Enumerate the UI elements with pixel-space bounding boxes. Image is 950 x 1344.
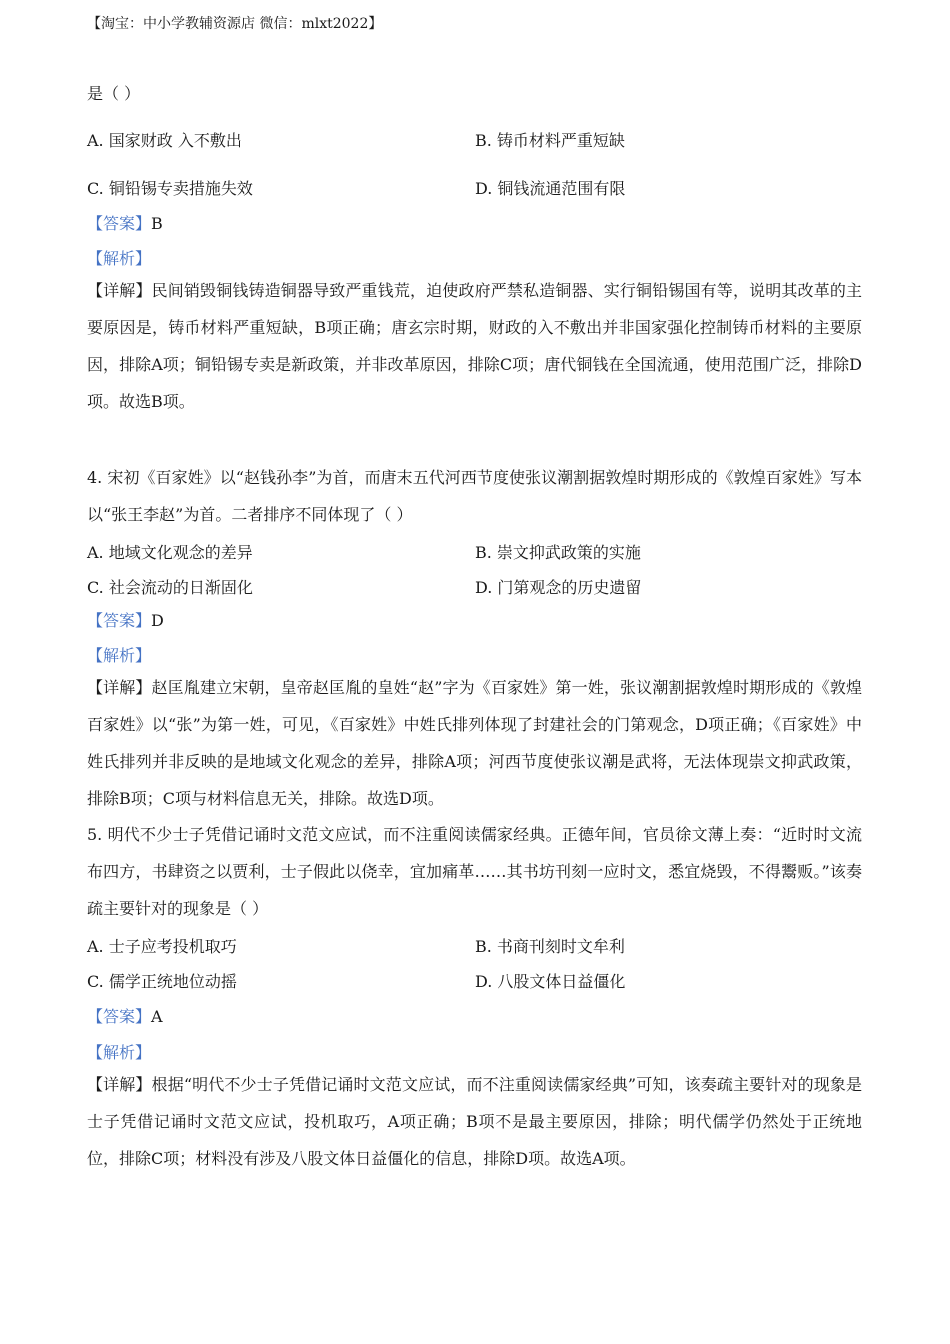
answer-value: A	[151, 1007, 163, 1026]
q3-option-c: C. 铜铅锡专卖措施失效	[87, 179, 253, 198]
answer-label: 【答案】	[87, 214, 152, 233]
q4-option-d: D. 门第观念的历史遗留	[475, 578, 642, 597]
q3-stem-end: 是（ ）	[87, 84, 141, 103]
q5-detail: 【详解】根据“明代不少士子凭借记诵时文范文应试，而不注重阅读儒家经典”可知，该奏疏主要针对的现象是士子凭借记诵时文范文应试，投机取巧，A项正确；B项不是最主要原因，排除；明代儒学仍然处于正统地位，排除C项；材料没有涉及八股文体日益僵化的信息，排除D项。故选A项。	[87, 1075, 862, 1168]
page-header: 【淘宝：中小学教辅资源店 微信：mlxt2022】	[87, 16, 383, 32]
q4-option-c: C. 社会流动的日渐固化	[87, 578, 253, 597]
answer-label: 【答案】	[87, 1007, 152, 1026]
answer-value: D	[151, 611, 164, 630]
q4-detail: 【详解】赵匡胤建立宋朝，皇帝赵匡胤的皇姓“赵”字为《百家姓》第一姓，张议潮割据敦煌时期形成的《敦煌百家姓》以“张”为第一姓，可见，《百家姓》中姓氏排列体现了封建社会的门第观念，D项正确；《百家姓》中姓氏排列并非反映的是地域文化观念的差异，排除A项；河西节度使张议潮是武将，无法体现崇文抑武政策，排除B项；C项与材料信息无关，排除。故选D项。	[87, 678, 862, 808]
q4-answer	[87, 608, 164, 631]
q3-option-b: B. 铸币材料严重短缺	[475, 131, 625, 150]
q4-analysis-label: 【解析】	[87, 646, 152, 665]
q3-detail: 【详解】民间销毁铜钱铸造铜器导致严重钱荒，迫使政府严禁私造铜器、实行铜铅锡国有等，说明其改革的主要原因是，铸币材料严重短缺，B项正确；唐玄宗时期，财政的入不敷出并非国家强化控制铸币材料的主要原因，排除A项；铜铅锡专卖是新政策，并非改革原因，排除C项；唐代铜钱在全国流通，使用范围广泛，排除D项。故选B项。	[87, 281, 862, 411]
answer-label: 【答案】	[87, 611, 152, 630]
answer-value: B	[151, 214, 163, 233]
q3-option-d: D. 铜钱流通范围有限	[475, 179, 626, 198]
q3-answer	[87, 211, 163, 234]
q5-stem: 5. 明代不少士子凭借记诵时文范文应试，而不注重阅读儒家经典。正德年间，官员徐文薄上奏：“近时时文流布四方，书肆资之以贾利，士子假此以侥幸，宜加痛革……其书坊刊刻一应时文，悉宜烧毁，不得鬻贩。”该奏疏主要针对的现象是（ ）	[87, 825, 862, 918]
q5-option-c: C. 儒学正统地位动摇	[87, 972, 237, 991]
q4-option-b: B. 崇文抑武政策的实施	[475, 543, 641, 562]
q3-analysis-label: 【解析】	[87, 249, 152, 268]
q4-stem: 4. 宋初《百家姓》以“赵钱孙李”为首，而唐末五代河西节度使张议潮割据敦煌时期形成的《敦煌百家姓》写本以“张王李赵”为首。二者排序不同体现了（ ）	[87, 468, 862, 524]
q5-analysis-label: 【解析】	[87, 1043, 152, 1062]
q4-option-a: A. 地域文化观念的差异	[87, 543, 253, 562]
q3-option-a: A. 国家财政 入不敷出	[87, 131, 242, 150]
q5-answer	[87, 1004, 163, 1027]
q5-option-b: B. 书商刊刻时文牟利	[475, 937, 625, 956]
q5-option-a: A. 士子应考投机取巧	[87, 937, 237, 956]
q5-option-d: D. 八股文体日益僵化	[475, 972, 626, 991]
